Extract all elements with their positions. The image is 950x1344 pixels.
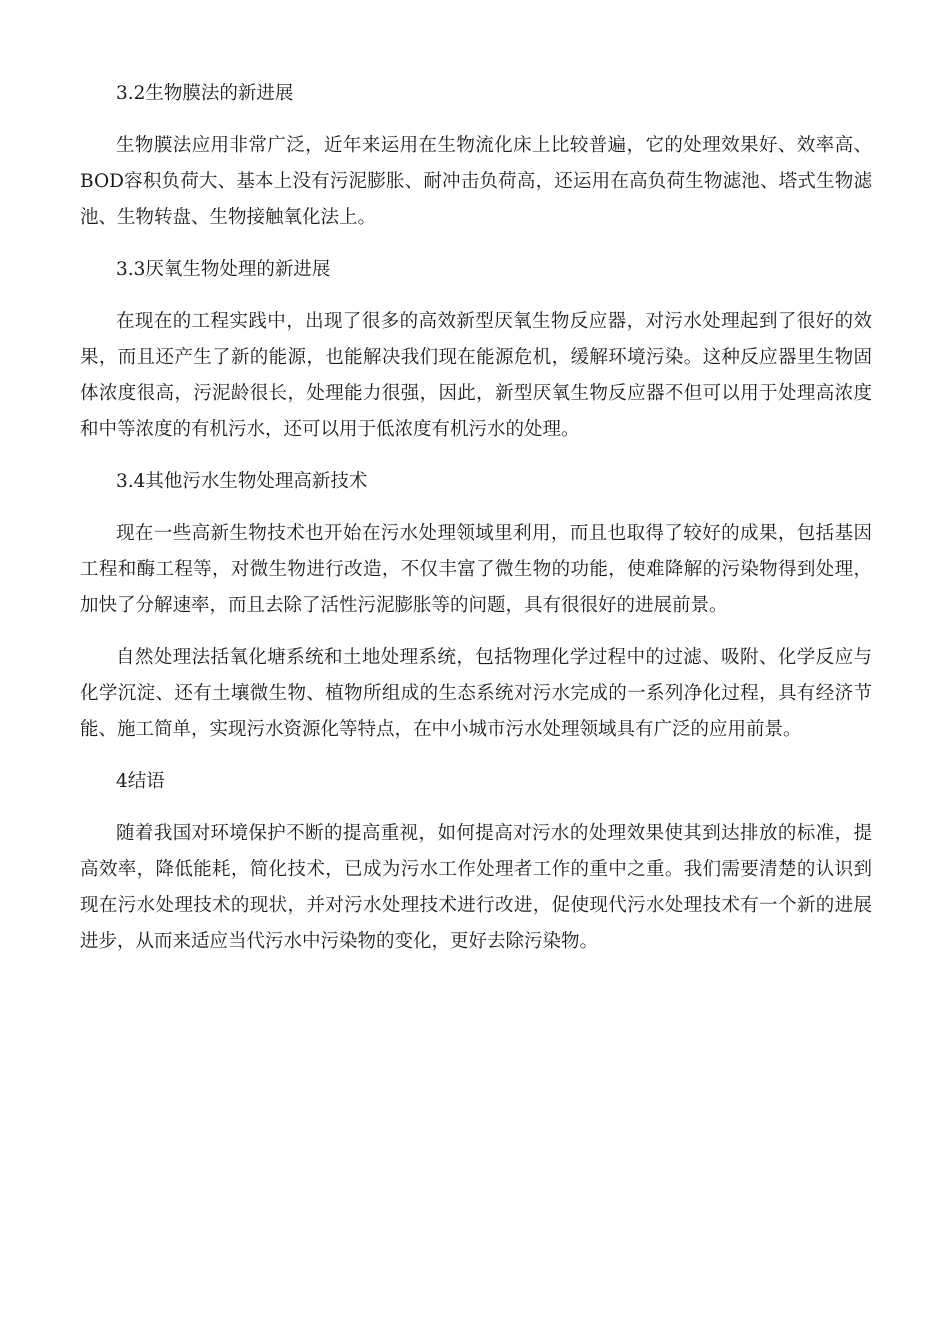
paragraph-conclusion: 随着我国对环境保护不断的提高重视，如何提高对污水的处理效果使其到达排放的标准，提高效率，降低能耗，简化技术，已成为污水工作处理者工作的重中之重。我们需要清楚的认识到现在污水处理技术的现状，并对污水处理技术进行改进，促使现代污水处理技术有一个新的进展进步，从而来适应当代污水中污染物的变化，更好去除污染物。 — [80, 823, 872, 952]
section-heading-3-2: 3.2生物膜法的新进展 — [116, 83, 294, 104]
section-heading-3-3: 3.3厌氧生物处理的新进展 — [116, 259, 331, 280]
paragraph-natural-treatment: 自然处理法括氧化塘系统和土地处理系统，包括物理化学过程中的过滤、吸附、化学反应与化学沉淀、还有土壤微生物、植物所组成的生态系统对污水完成的一系列净化过程，具有经济节能、施工简单，实现污水资源化等特点，在中小城市污水处理领域具有广泛的应用前景。 — [80, 647, 872, 740]
document-body — [80, 76, 872, 960]
paragraph-biofilm: 生物膜法应用非常广泛，近年来运用在生物流化床上比较普遍，它的处理效果好、效率高、BOD容积负荷大、基本上没有污泥膨胀、耐冲击负荷高，还运用在高负荷生物滤池、塔式生物滤池、生物转盘、生物接触氧化法上。 — [80, 135, 872, 228]
section-heading-4-conclusion: 4结语 — [116, 771, 165, 792]
section-heading-3-4: 3.4其他污水生物处理高新技术 — [116, 471, 368, 492]
paragraph-high-tech: 现在一些高新生物技术也开始在污水处理领域里利用，而且也取得了较好的成果，包括基因工程和酶工程等，对微生物进行改造，不仅丰富了微生物的功能，使难降解的污染物得到处理，加快了分解速率，而且去除了活性污泥膨胀等的问题，具有很很好的进展前景。 — [80, 523, 872, 616]
paragraph-anaerobic: 在现在的工程实践中，出现了很多的高效新型厌氧生物反应器，对污水处理起到了很好的效果，而且还产生了新的能源，也能解决我们现在能源危机，缓解环境污染。这种反应器里生物固体浓度很高，污泥龄很长，处理能力很强，因此，新型厌氧生物反应器不但可以用于处理高浓度和中等浓度的有机污水，还可以用于低浓度有机污水的处理。 — [80, 311, 872, 440]
